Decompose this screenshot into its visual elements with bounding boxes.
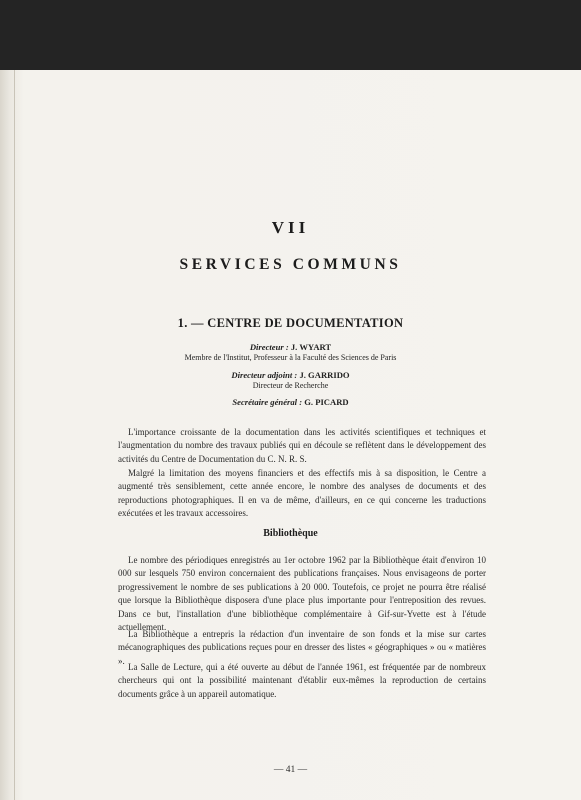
staff-label: Directeur : [249, 342, 289, 352]
staff-label: Secrétaire général : [232, 397, 303, 407]
staff-secretary-general [0, 397, 581, 407]
scanner-background [0, 0, 581, 70]
chapter-title: SERVICES COMMUNS [179, 256, 402, 273]
staff-detail: Membre de l'Institut, Professeur à la Faculté des Sciences de Paris [184, 353, 397, 362]
staff-detail: Directeur de Recherche [252, 381, 329, 390]
staff-label: Directeur adjoint : [231, 370, 298, 380]
library-paragraph: La Salle de Lecture, qui a été ouverte au début de l'année 1961, est fréquentée par de nombreux chercheurs qui ont la possibilité maintenant d'établir eux-mêmes la reproduction de certains documents grâce à un appareil automatique. [118, 662, 486, 699]
staff-deputy-director [0, 370, 581, 390]
page-gutter-edge [14, 70, 15, 800]
intro-paragraph: Malgré la limitation des moyens financiers et des effectifs mis à sa disposition, le Centre a augmenté très sensiblement, cette année encore, le nombre des analyses de documents et des reproductions photographiques. Il en va de même, d'ailleurs, en ce qui concerne les traductions exécutées et les travaux accessoires. [118, 468, 486, 519]
section-title: 1. — CENTRE DE DOCUMENTATION [177, 316, 404, 330]
staff-name: J. GARRIDO [299, 370, 350, 380]
intro-paragraph: L'importance croissante de la documentation dans les activités scientifiques et techniques et l'augmentation du nombre des travaux publiés qui en découle se reflètent dans le développement des activités du Centre de Documentation du C. N. R. S. [118, 427, 486, 464]
page-number: — 41 — [273, 765, 308, 775]
library-paragraph: Le nombre des périodiques enregistrés au 1er octobre 1962 par la Bibliothèque était d'environ 10 000 sur lesquels 750 environ concernaient des publications françaises. Nous envisageons de porter progressivement le nombre de ses publications à 20 000. Toutefois, ce projet ne pourra être réalisé que lorsque la Bibliothèque disposera d'une place plus importante pour l'entreposition des revues. Dans ce but, l'installation d'une bibliothèque complémentaire à Gif-sur-Yvette est à l'étude actuellement. [118, 555, 486, 633]
staff-director [0, 342, 581, 362]
chapter-number: VII [271, 218, 310, 237]
staff-name: J. WYART [290, 342, 332, 352]
staff-name: G. PICARD [304, 397, 349, 407]
library-paragraph: La Bibliothèque a entrepris la rédaction d'un inventaire de son fonds et la mise sur cartes mécanographiques des publications reçues pour en dresser des listes « géographiques » ou « matières ». [118, 629, 486, 666]
subsection-title: Bibliothèque [263, 528, 318, 539]
